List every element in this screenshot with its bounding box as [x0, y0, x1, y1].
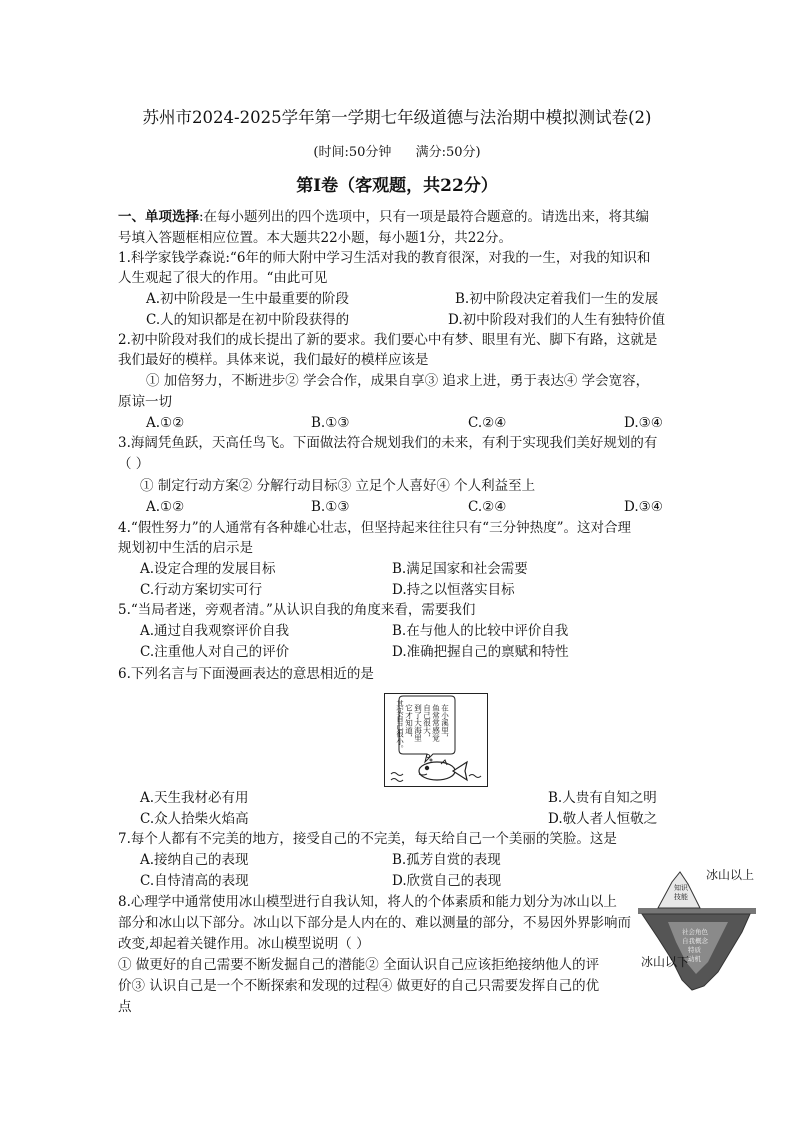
q1-stem-cont: 人生观起了很大的作用。“由此可见 — [118, 270, 328, 286]
q5-option-b: B.在与他人的比较中评价自我 — [392, 623, 569, 639]
q7-option-b: B.孤芳自赏的表现 — [392, 852, 501, 868]
fish-cartoon-drawing — [385, 694, 487, 786]
q2-option-b: B.①③ — [311, 415, 350, 431]
instructions-line-1 — [118, 207, 649, 227]
q6-stem: 6.下列名言与下面漫画表达的意思相近的是 — [118, 666, 374, 682]
exam-time: (时间:50分钟 — [313, 145, 392, 160]
iceberg-above-label: 冰山以上 — [706, 868, 755, 882]
cartoon-text-col-6: 其实自己很小。 — [395, 700, 405, 753]
q7-option-c: C.自恃清高的表现 — [140, 873, 249, 889]
q4-option-d: D.持之以恒落实目标 — [392, 582, 515, 598]
cartoon-text-col-5: 它才知道， — [404, 704, 414, 742]
q4-option-c: C.行动方案切实可行 — [140, 582, 263, 598]
q3-option-d: D.③④ — [624, 499, 663, 515]
q4-option-a: A.设定合理的发展目标 — [140, 561, 276, 577]
cartoon-text-col-1: 在小溪里， — [440, 704, 450, 742]
q8-statements-end: 点 — [118, 999, 132, 1015]
q3-option-a: A.①② — [146, 499, 185, 515]
q5-option-d: D.准确把握自己的禀赋和特性 — [392, 644, 569, 660]
q7-option-a: A.接纳自己的表现 — [140, 852, 249, 868]
fish-icon — [419, 760, 467, 780]
iceberg-tip-text-1: 知识 — [674, 884, 688, 892]
q6-option-b: B.人贵有自知之明 — [548, 790, 657, 806]
cartoon-text-col-2: 鱼常常感觉 — [431, 704, 441, 742]
iceberg-under-text-4: 动机 — [688, 955, 701, 963]
q7-stem: 7.每个人都有不完美的地方，接受自己的不完美，每天给自己一个美丽的笑脸。这是 — [118, 831, 617, 847]
fish-cartoon — [384, 693, 488, 787]
cartoon-text-col-4: 到了大海里 — [413, 704, 423, 742]
q2-option-d: D.③④ — [624, 415, 663, 431]
section-label: 一、单项选择 — [118, 209, 199, 225]
instructions-line-2: 号填入答题框相应位置。本大题共22小题，每小题1分，共22分。 — [118, 230, 512, 246]
iceberg-below-label: 冰山以下 — [641, 955, 690, 969]
iceberg-under-text-2: 自我概念 — [682, 937, 708, 945]
q1-option-d: D.初中阶段对我们的人生有独特价值 — [448, 312, 666, 328]
q2-option-a: A.①② — [146, 415, 185, 431]
q5-option-a: A.通过自我观察评价自我 — [140, 623, 290, 639]
q2-stem: 2.初中阶段对我们的成长提出了新的要求。我们要心中有梦、眼里有光、脚下有路，这就是 — [118, 332, 658, 348]
part-title: 第I卷（客观题，共22分） — [296, 176, 498, 196]
q2-statements: ① 加倍努力，不断进步② 学会合作，成果自享③ 追求上进，勇于表达④ 学会宽容， — [146, 373, 650, 389]
q1-option-b: B.初中阶段决定着我们一生的发展 — [455, 291, 659, 307]
q3-stem: 3.海阔凭鱼跃，天高任鸟飞。下面做法符合规划我们的未来，有利于实现我们美好规划的有 — [118, 435, 658, 451]
q7-option-d: D.欣赏自己的表现 — [392, 873, 502, 889]
q4-option-b: B.满足国家和社会需要 — [392, 561, 528, 577]
q5-option-c: C.注重他人对自己的评价 — [140, 644, 290, 660]
iceberg-tip-text-2: 技能 — [674, 893, 688, 901]
q1-stem: 1.科学家钱学森说:“6年的师大附中学习生活对我的教育很深，对我的一生，对我的知识和 — [118, 250, 651, 266]
instructions-text: :在每小题列出的四个选项中，只有一项是最符合题意的。请选出来，将其编 — [199, 209, 650, 225]
q6-option-d: D.敬人者人恒敬之 — [548, 811, 658, 827]
q4-stem-cont: 规划初中生活的启示是 — [118, 540, 253, 556]
q8-statements: ① 做更好的自己需要不断发掘自己的潜能② 全面认识自己应该拒绝接纳他人的评 — [118, 957, 600, 973]
q2-option-c: C.②④ — [468, 415, 507, 431]
q3-option-b: B.①③ — [311, 499, 350, 515]
exam-title: 苏州市2024-2025学年第一学期七年级道德与法治期中模拟测试卷(2) — [142, 108, 652, 127]
q8-stem-cont-1: 部分和冰山以下部分。冰山以下部分是人内在的、难以测量的部分，不易因外界影响而 — [118, 915, 631, 931]
exam-score: 满分:50分) — [415, 145, 481, 160]
q5-stem: 5.“当局者迷，旁观者清。”从认识自我的角度来看，需要我们 — [118, 602, 476, 618]
q8-stem: 8.心理学中通常使用冰山模型进行自我认知，将人的个体素质和能力划分为冰山以上 — [118, 894, 617, 910]
iceberg-under-text-3: 特质 — [688, 946, 701, 954]
q2-stem-cont: 我们最好的模样。具体来说，我们最好的模样应该是 — [118, 352, 429, 368]
iceberg-under-text-1: 社会角色 — [682, 928, 708, 936]
q4-stem: 4.“假性努力”的人通常有各种雄心壮志，但坚持起来往往只有“三分钟热度”。这对合理 — [118, 520, 631, 536]
q1-option-a: A.初中阶段是一生中最重要的阶段 — [146, 291, 350, 307]
q3-option-c: C.②④ — [468, 499, 507, 515]
q1-option-c: C.人的知识都是在初中阶段获得的 — [146, 312, 350, 328]
q8-stem-cont-2: 改变,却起着关键作用。冰山模型说明（ ） — [118, 936, 370, 952]
cartoon-text-col-3: 自己很大， — [422, 704, 432, 742]
q6-option-a: A.天生我材必有用 — [140, 790, 249, 806]
exam-subtitle — [0, 141, 794, 160]
q3-statements: ① 制定行动方案② 分解行动目标③ 立足个人喜好④ 个人利益至上 — [140, 478, 536, 494]
q2-statements-cont: 原谅一切 — [118, 394, 172, 410]
q3-answer-blank: （ ） — [118, 456, 150, 472]
q6-option-c: C.众人拾柴火焰高 — [140, 811, 249, 827]
q8-statements-cont: 价③ 认识自己是一个不断探索和发现的过程④ 做更好的自己只需要发挥自己的优 — [118, 978, 600, 994]
